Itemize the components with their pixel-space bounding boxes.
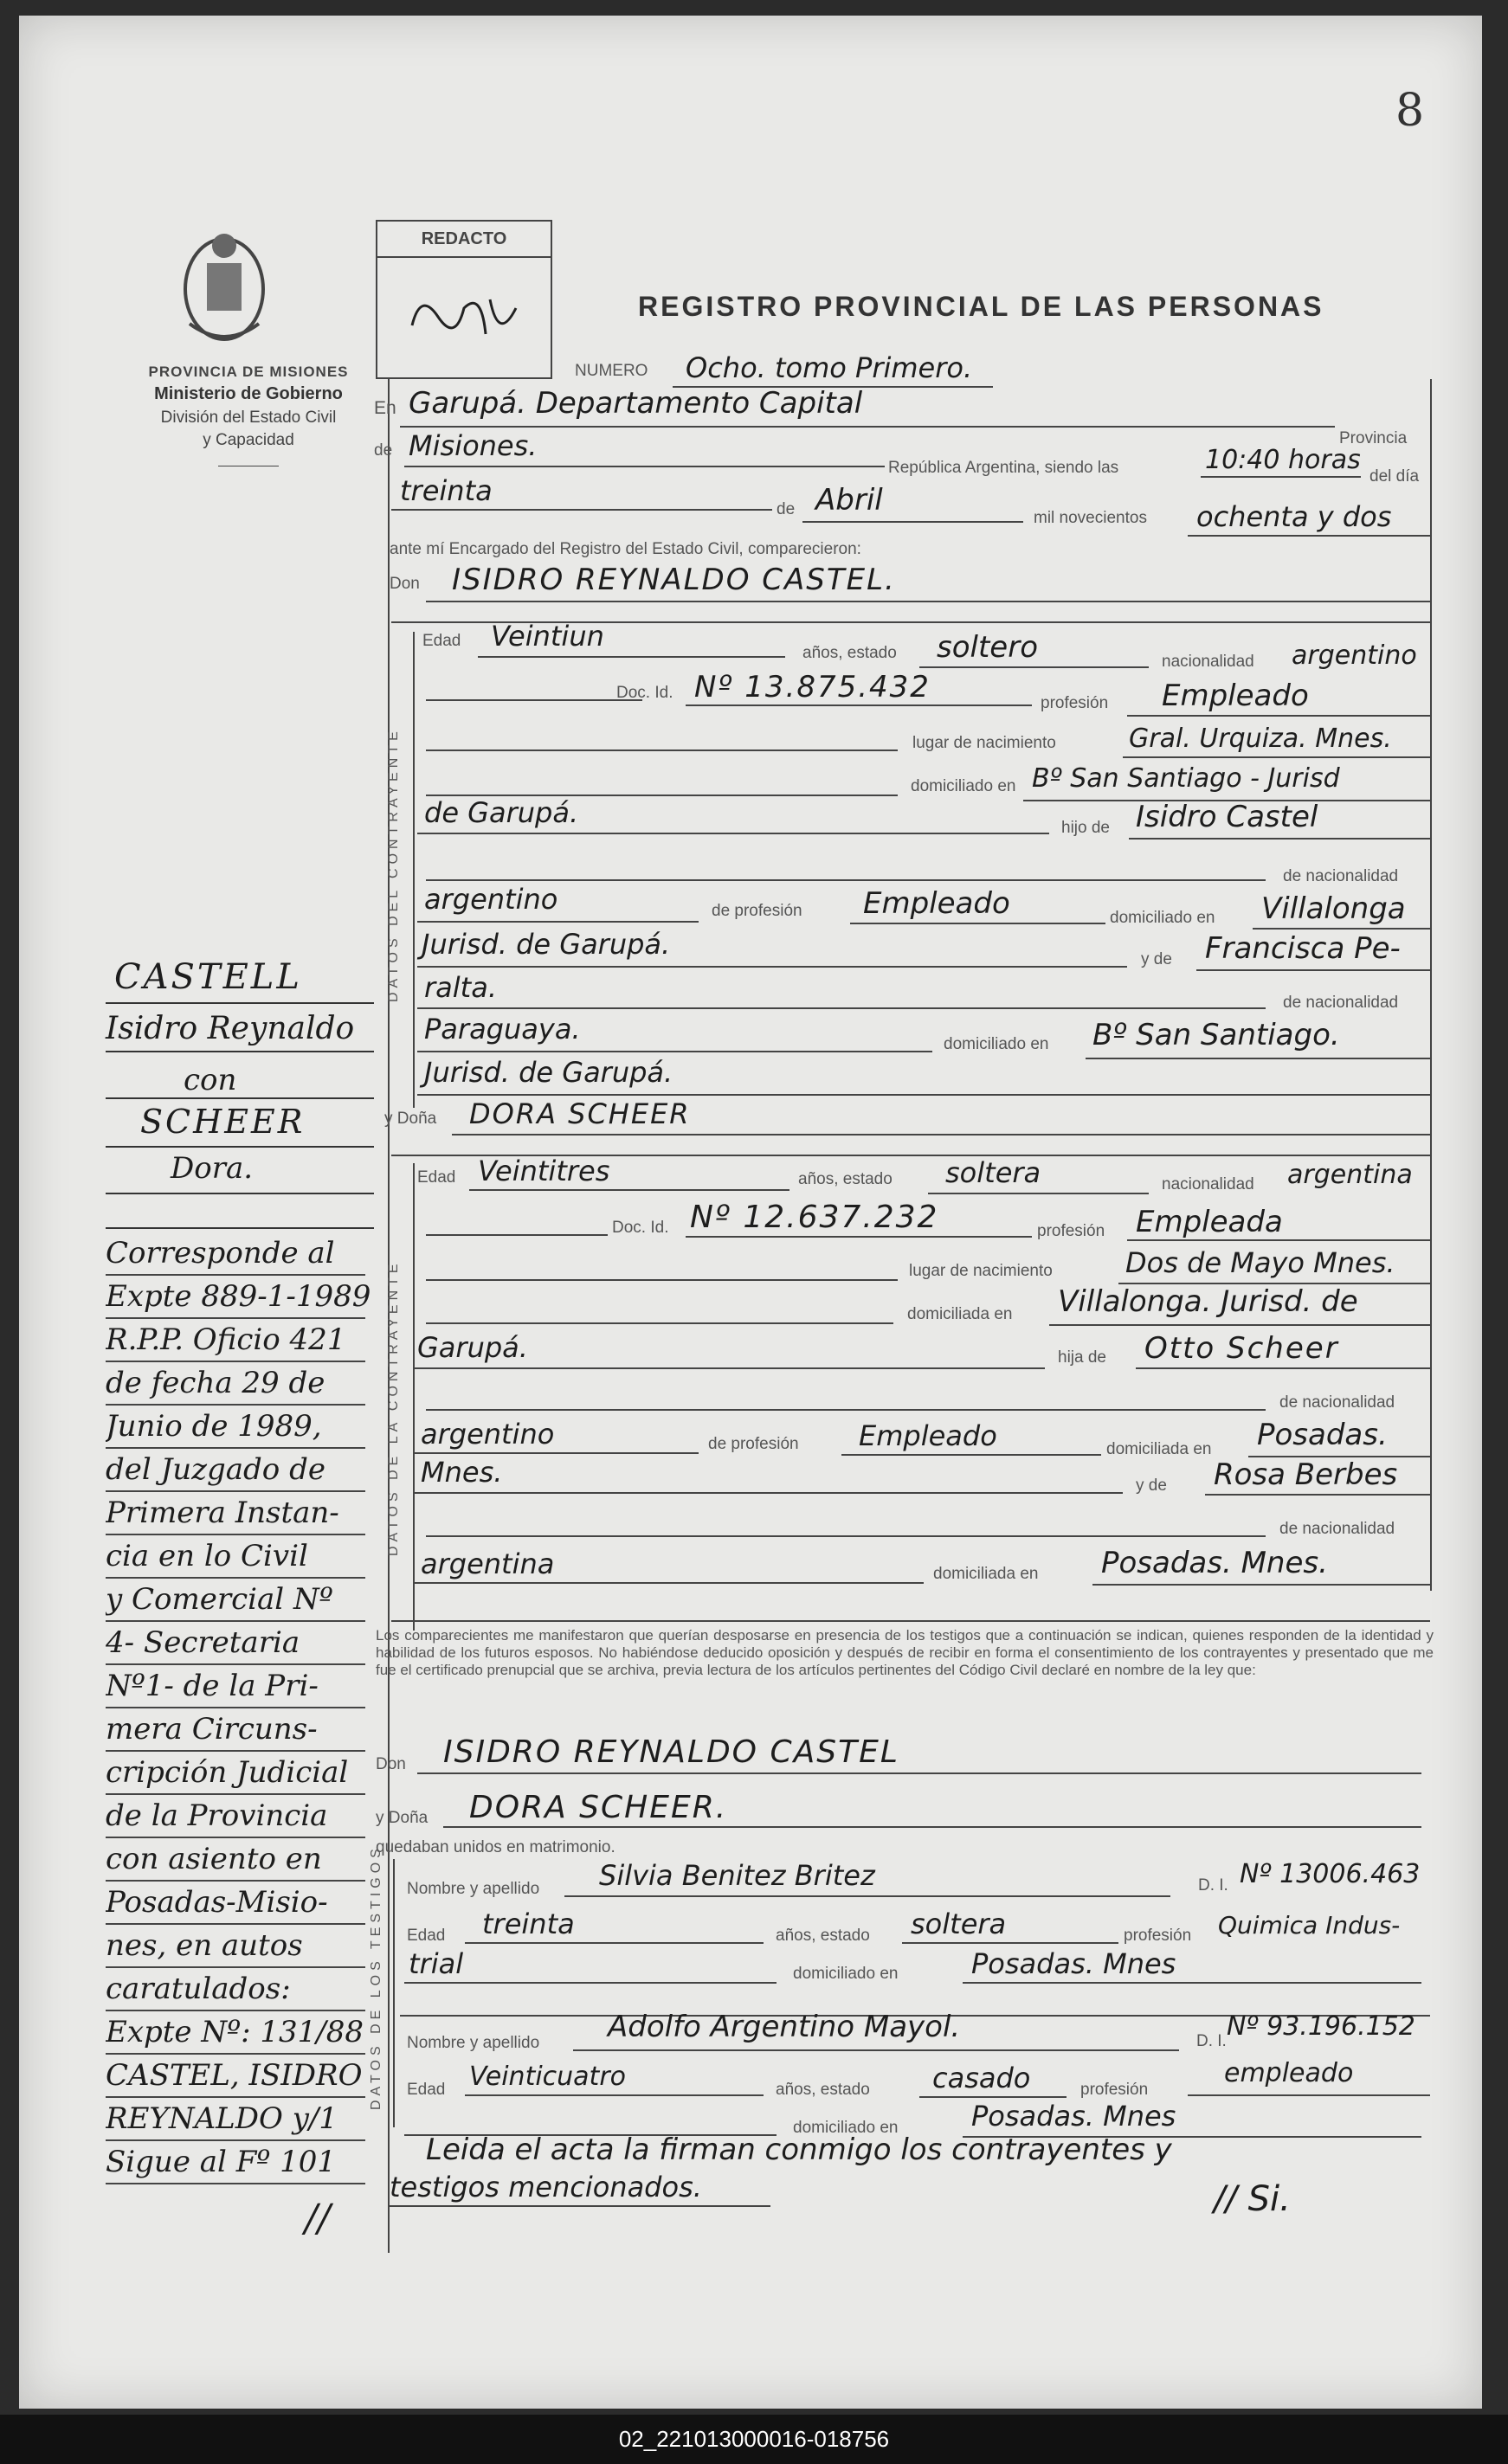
- page-number: 8: [1395, 85, 1425, 137]
- value-nacionalidad-ella: argentina: [1287, 1160, 1413, 1190]
- label-profesion-ella: profesión: [1037, 1222, 1105, 1240]
- value-testigo2-nombre: Adolfo Argentino Mayol.: [608, 2010, 961, 2044]
- header-division: División del Estado Civil: [160, 409, 337, 427]
- value-domicilio-el-2: de Garupá.: [424, 796, 579, 829]
- stamp-label: REDACTO: [377, 222, 551, 258]
- side-label-contrayente: DATOS DEL CONTRAYENTE: [386, 727, 401, 1002]
- margin-note-line: de fecha 29 de: [106, 1366, 325, 1400]
- value-padre-ella: Otto Scheer: [1144, 1331, 1339, 1366]
- label-lugar-nacimiento-ella: lugar de nacimiento: [909, 1262, 1053, 1280]
- value-madre-el-1: Francisca Pe-: [1205, 931, 1401, 966]
- margin-note-line: nes, en autos: [106, 1928, 303, 1963]
- margin-note-line: cia en lo Civil: [106, 1539, 308, 1573]
- margin-note-line: R.P.P. Oficio 421: [106, 1322, 346, 1357]
- value-don-final: ISIDRO REYNALDO CASTEL: [443, 1734, 899, 1770]
- value-profesion-ella: Empleada: [1136, 1205, 1283, 1239]
- label-edad-testigo-1: Edad: [407, 1927, 446, 1945]
- value-testigo1-di: Nº 13006.463: [1240, 1859, 1421, 1889]
- value-madre-dom-2: Jurisd. de Garupá.: [424, 1056, 673, 1089]
- label-y-de: y de: [1141, 950, 1172, 968]
- value-hora: 10:40 horas: [1205, 445, 1361, 475]
- label-provincia: Provincia: [1339, 429, 1408, 447]
- label-nombre-apellido-1: Nombre y apellido: [407, 1880, 540, 1898]
- label-don: Don: [390, 575, 420, 593]
- margin-note-line: Sigue al Fº 101: [106, 2145, 336, 2179]
- label-republica: República Argentina, siendo las: [888, 459, 1119, 477]
- value-anio: ochenta y dos: [1196, 500, 1392, 533]
- value-domicilio-el-1: Bº San Santiago - Jurisd: [1032, 763, 1340, 794]
- value-dona: DORA SCHEER: [469, 1097, 691, 1130]
- margin-note-line: Junio de 1989,: [106, 1409, 322, 1444]
- label-edad-testigo-2: Edad: [407, 2081, 446, 2099]
- value-doc-ella: Nº 12.637.232: [690, 1200, 939, 1235]
- label-di-2: D. I.: [1196, 2032, 1227, 2050]
- label-madre-ella-nacionalidad: de nacionalidad: [1279, 1520, 1395, 1538]
- margin-note-line: 4- Secretaria: [106, 1625, 300, 1660]
- value-de: Misiones.: [409, 429, 538, 462]
- label-anos-estado-testigo-1: años, estado: [776, 1927, 870, 1945]
- value-lugar-nac-ella: Dos de Mayo Mnes.: [1125, 1246, 1395, 1279]
- value-madre-ella: Rosa Berbes: [1214, 1457, 1398, 1492]
- side-label-contrayente-2: DATOS DE LA CONTRAYENTE: [386, 1259, 401, 1556]
- redacto-stamp: [376, 220, 552, 379]
- label-hijo-de: hijo de: [1061, 819, 1110, 837]
- value-testigo1-dom: Posadas. Mnes: [971, 1947, 1176, 1980]
- value-dia: treinta: [400, 474, 493, 507]
- value-edad-el: Veintiun: [491, 620, 604, 653]
- value-domicilio-ella-1: Villalonga. Jurisd. de: [1058, 1284, 1358, 1319]
- value-numero: Ocho. tomo Primero.: [686, 351, 973, 384]
- margin-note-line: Expte Nº: 131/88: [106, 2015, 364, 2049]
- value-testigo2-estado: casado: [932, 2062, 1031, 2094]
- label-domiciliado-en: domiciliado en: [911, 777, 1016, 795]
- value-edad-ella: Veintitres: [478, 1155, 610, 1187]
- label-lugar-nacimiento: lugar de nacimiento: [912, 734, 1056, 752]
- label-de-profesion: de profesión: [712, 902, 802, 920]
- value-madre-ella-dom: Posadas. Mnes.: [1101, 1546, 1328, 1580]
- header-province: PROVINCIA DE MISIONES: [148, 363, 349, 380]
- margin-note-line: mera Circuns-: [106, 1712, 318, 1747]
- label-domiciliada-en: domiciliada en: [907, 1305, 1013, 1323]
- si-mark: // Si.: [1214, 2179, 1291, 2219]
- label-edad-ella: Edad: [417, 1168, 456, 1187]
- value-estado-el: soltero: [937, 630, 1038, 665]
- value-padre-ella-dom-2: Mnes.: [421, 1456, 503, 1489]
- margin-note-line: Posadas-Misio-: [106, 1885, 328, 1920]
- label-nombre-apellido-2: Nombre y apellido: [407, 2034, 540, 2052]
- declaration-text: Los comparecientes me manifestaron que querían desposarse en presencia de los testigos que a continuación se indican, quienes responden de la identidad y habilidad de los futuros esposos. No habiéndose deducido oposición y después de recibir en forma el consentimiento de los contrayentes y presentado que me fue el certificado prenupcial que se archiva, previa lectura de los artículos pertinentes del Código Civil declaré en nombre de la ley que:: [376, 1627, 1434, 1678]
- margin-note-line: CASTEL, ISIDRO: [106, 2058, 363, 2093]
- closing-line-1: Leida el acta la firman conmigo los contrayentes y: [426, 2133, 1172, 2167]
- margin-note-line: REYNALDO y/1: [106, 2101, 338, 2136]
- label-ante-mi: ante mí Encargado del Registro del Estado Civil, comparecieron:: [390, 540, 861, 558]
- value-testigo2-di: Nº 93.196.152: [1227, 2011, 1415, 2042]
- label-de-nacionalidad-ella: de nacionalidad: [1279, 1393, 1395, 1412]
- value-domicilio-ella-2: Garupá.: [417, 1331, 528, 1364]
- label-madre-ella-domiciliada: domiciliada en: [933, 1565, 1039, 1583]
- value-padre-dom-1: Villalonga: [1261, 891, 1406, 926]
- label-domiciliado-testigo-1: domiciliado en: [793, 1965, 899, 1983]
- value-madre-nac: Paraguaya.: [424, 1013, 581, 1045]
- margin-con: con: [184, 1063, 237, 1097]
- label-nacionalidad-ella: nacionalidad: [1162, 1175, 1254, 1193]
- value-testigo1-edad: treinta: [482, 1908, 575, 1940]
- label-anos-estado-ella: años, estado: [798, 1170, 893, 1188]
- value-lugar-nac-el: Gral. Urquiza. Mnes.: [1129, 724, 1392, 754]
- value-testigo2-prof: empleado: [1224, 2058, 1354, 2088]
- footer-id: 02_221013000016-018756: [0, 2415, 1508, 2464]
- label-madre-nacionalidad: de nacionalidad: [1283, 994, 1399, 1012]
- label-de-profesion-ella: de profesión: [708, 1435, 799, 1453]
- margin-note-line: y Comercial Nº: [106, 1582, 333, 1617]
- header-capacity: y Capacidad: [203, 431, 294, 449]
- label-profesion: profesión: [1041, 694, 1109, 712]
- label-y-dona: y Doña: [384, 1110, 437, 1128]
- label-y-dona-final: y Doña: [376, 1809, 429, 1827]
- value-testigo1-nombre: Silvia Benitez Britez: [599, 1859, 875, 1892]
- label-profesion-testigo-2: profesión: [1080, 2081, 1149, 2099]
- value-nacionalidad-el: argentino: [1292, 640, 1417, 671]
- value-testigo2-dom: Posadas. Mnes: [971, 2100, 1176, 2133]
- margin-name: Isidro Reynaldo: [106, 1011, 355, 1046]
- coat-of-arms-icon: [177, 220, 272, 350]
- margin-note-line: Expte 889-1-1989: [106, 1279, 371, 1314]
- value-testigo1-prof-1: Quimica Indus-: [1218, 1911, 1401, 1940]
- label-de-mes: de: [777, 500, 796, 518]
- label-mil-novecientos: mil novecientos: [1034, 509, 1147, 527]
- margin-note-line: con asiento en: [106, 1842, 322, 1876]
- margin-note-line: Corresponde al: [106, 1236, 335, 1271]
- value-testigo1-estado: soltera: [911, 1908, 1007, 1940]
- value-padre-dom-2: Jurisd. de Garupá.: [422, 928, 671, 961]
- label-madre-domiciliado: domiciliado en: [944, 1035, 1049, 1053]
- label-de-nacionalidad: de nacionalidad: [1283, 867, 1399, 885]
- value-padre-ella-nac: argentino: [421, 1418, 555, 1451]
- label-anos-estado: años, estado: [802, 644, 897, 662]
- header-ministry: Ministerio de Gobierno: [154, 384, 343, 403]
- registry-title: REGISTRO PROVINCIAL DE LAS PERSONAS: [638, 291, 1324, 322]
- label-edad: Edad: [422, 632, 461, 650]
- label-y-de-ella: y de: [1136, 1476, 1167, 1495]
- value-doc-el: Nº 13.875.432: [694, 670, 931, 704]
- value-en: Garupá. Departamento Capital: [409, 386, 863, 421]
- label-doc-id: Doc. Id.: [616, 684, 673, 702]
- label-quedaban: quedaban unidos en matrimonio.: [376, 1838, 615, 1856]
- label-profesion-testigo-1: profesión: [1124, 1927, 1192, 1945]
- margin-surname2: SCHEER: [140, 1103, 306, 1141]
- margin-note-line: Nº1- de la Pri-: [106, 1669, 319, 1703]
- value-madre-el-2: ralta.: [424, 971, 497, 1004]
- label-anos-estado-testigo-2: años, estado: [776, 2081, 870, 2099]
- value-padre-prof: Empleado: [863, 886, 1010, 921]
- margin-note-line: de la Provincia: [106, 1798, 328, 1833]
- value-testigo2-edad: Veinticuatro: [469, 2062, 627, 2092]
- value-padre-ella-prof: Empleado: [859, 1419, 997, 1452]
- margin-end-mark: //: [305, 2197, 331, 2241]
- label-de: de: [374, 441, 393, 460]
- label-del-dia: del día: [1369, 467, 1420, 486]
- side-label-testigos: DATOS DE LOS TESTIGOS: [369, 1844, 383, 2110]
- label-domiciliado-testigo-2: domiciliado en: [793, 2119, 899, 2137]
- label-di-1: D. I.: [1198, 1876, 1228, 1895]
- label-numero: NUMERO: [575, 362, 648, 380]
- value-dona-final: DORA SCHEER.: [469, 1790, 728, 1825]
- margin-name2: Dora.: [171, 1151, 254, 1186]
- value-mes: Abril: [815, 483, 883, 518]
- label-nacionalidad: nacionalidad: [1162, 653, 1254, 671]
- value-profesion-el: Empleado: [1162, 679, 1309, 713]
- label-hija-de: hija de: [1058, 1348, 1106, 1367]
- label-domiciliado: domiciliado en: [1110, 909, 1215, 927]
- value-madre-dom-1: Bº San Santiago.: [1092, 1018, 1340, 1052]
- margin-note-line: cripción Judicial: [106, 1755, 349, 1790]
- value-padre-el: Isidro Castel: [1136, 800, 1318, 834]
- margin-surname: CASTELL: [114, 957, 302, 997]
- closing-line-2: testigos mencionados.: [390, 2171, 702, 2203]
- margin-note-line: del Juzgado de: [106, 1452, 325, 1487]
- label-don-final: Don: [376, 1755, 406, 1773]
- value-estado-ella: soltera: [945, 1156, 1041, 1189]
- stamp-signature-icon: [403, 273, 525, 360]
- margin-note-line: Primera Instan-: [106, 1496, 339, 1530]
- label-en: En: [374, 398, 396, 418]
- value-madre-ella-nac: argentina: [421, 1547, 555, 1580]
- value-padre-nac: argentino: [424, 883, 558, 916]
- label-doc-id-ella: Doc. Id.: [612, 1219, 669, 1237]
- value-don: ISIDRO REYNALDO CASTEL.: [452, 563, 896, 597]
- label-domiciliada: domiciliada en: [1106, 1440, 1212, 1458]
- value-padre-ella-dom-1: Posadas.: [1257, 1418, 1388, 1452]
- document-page: [19, 16, 1482, 2409]
- margin-note-line: caratulados:: [106, 1972, 291, 2006]
- value-testigo1-prof-2: trial: [409, 1947, 464, 1980]
